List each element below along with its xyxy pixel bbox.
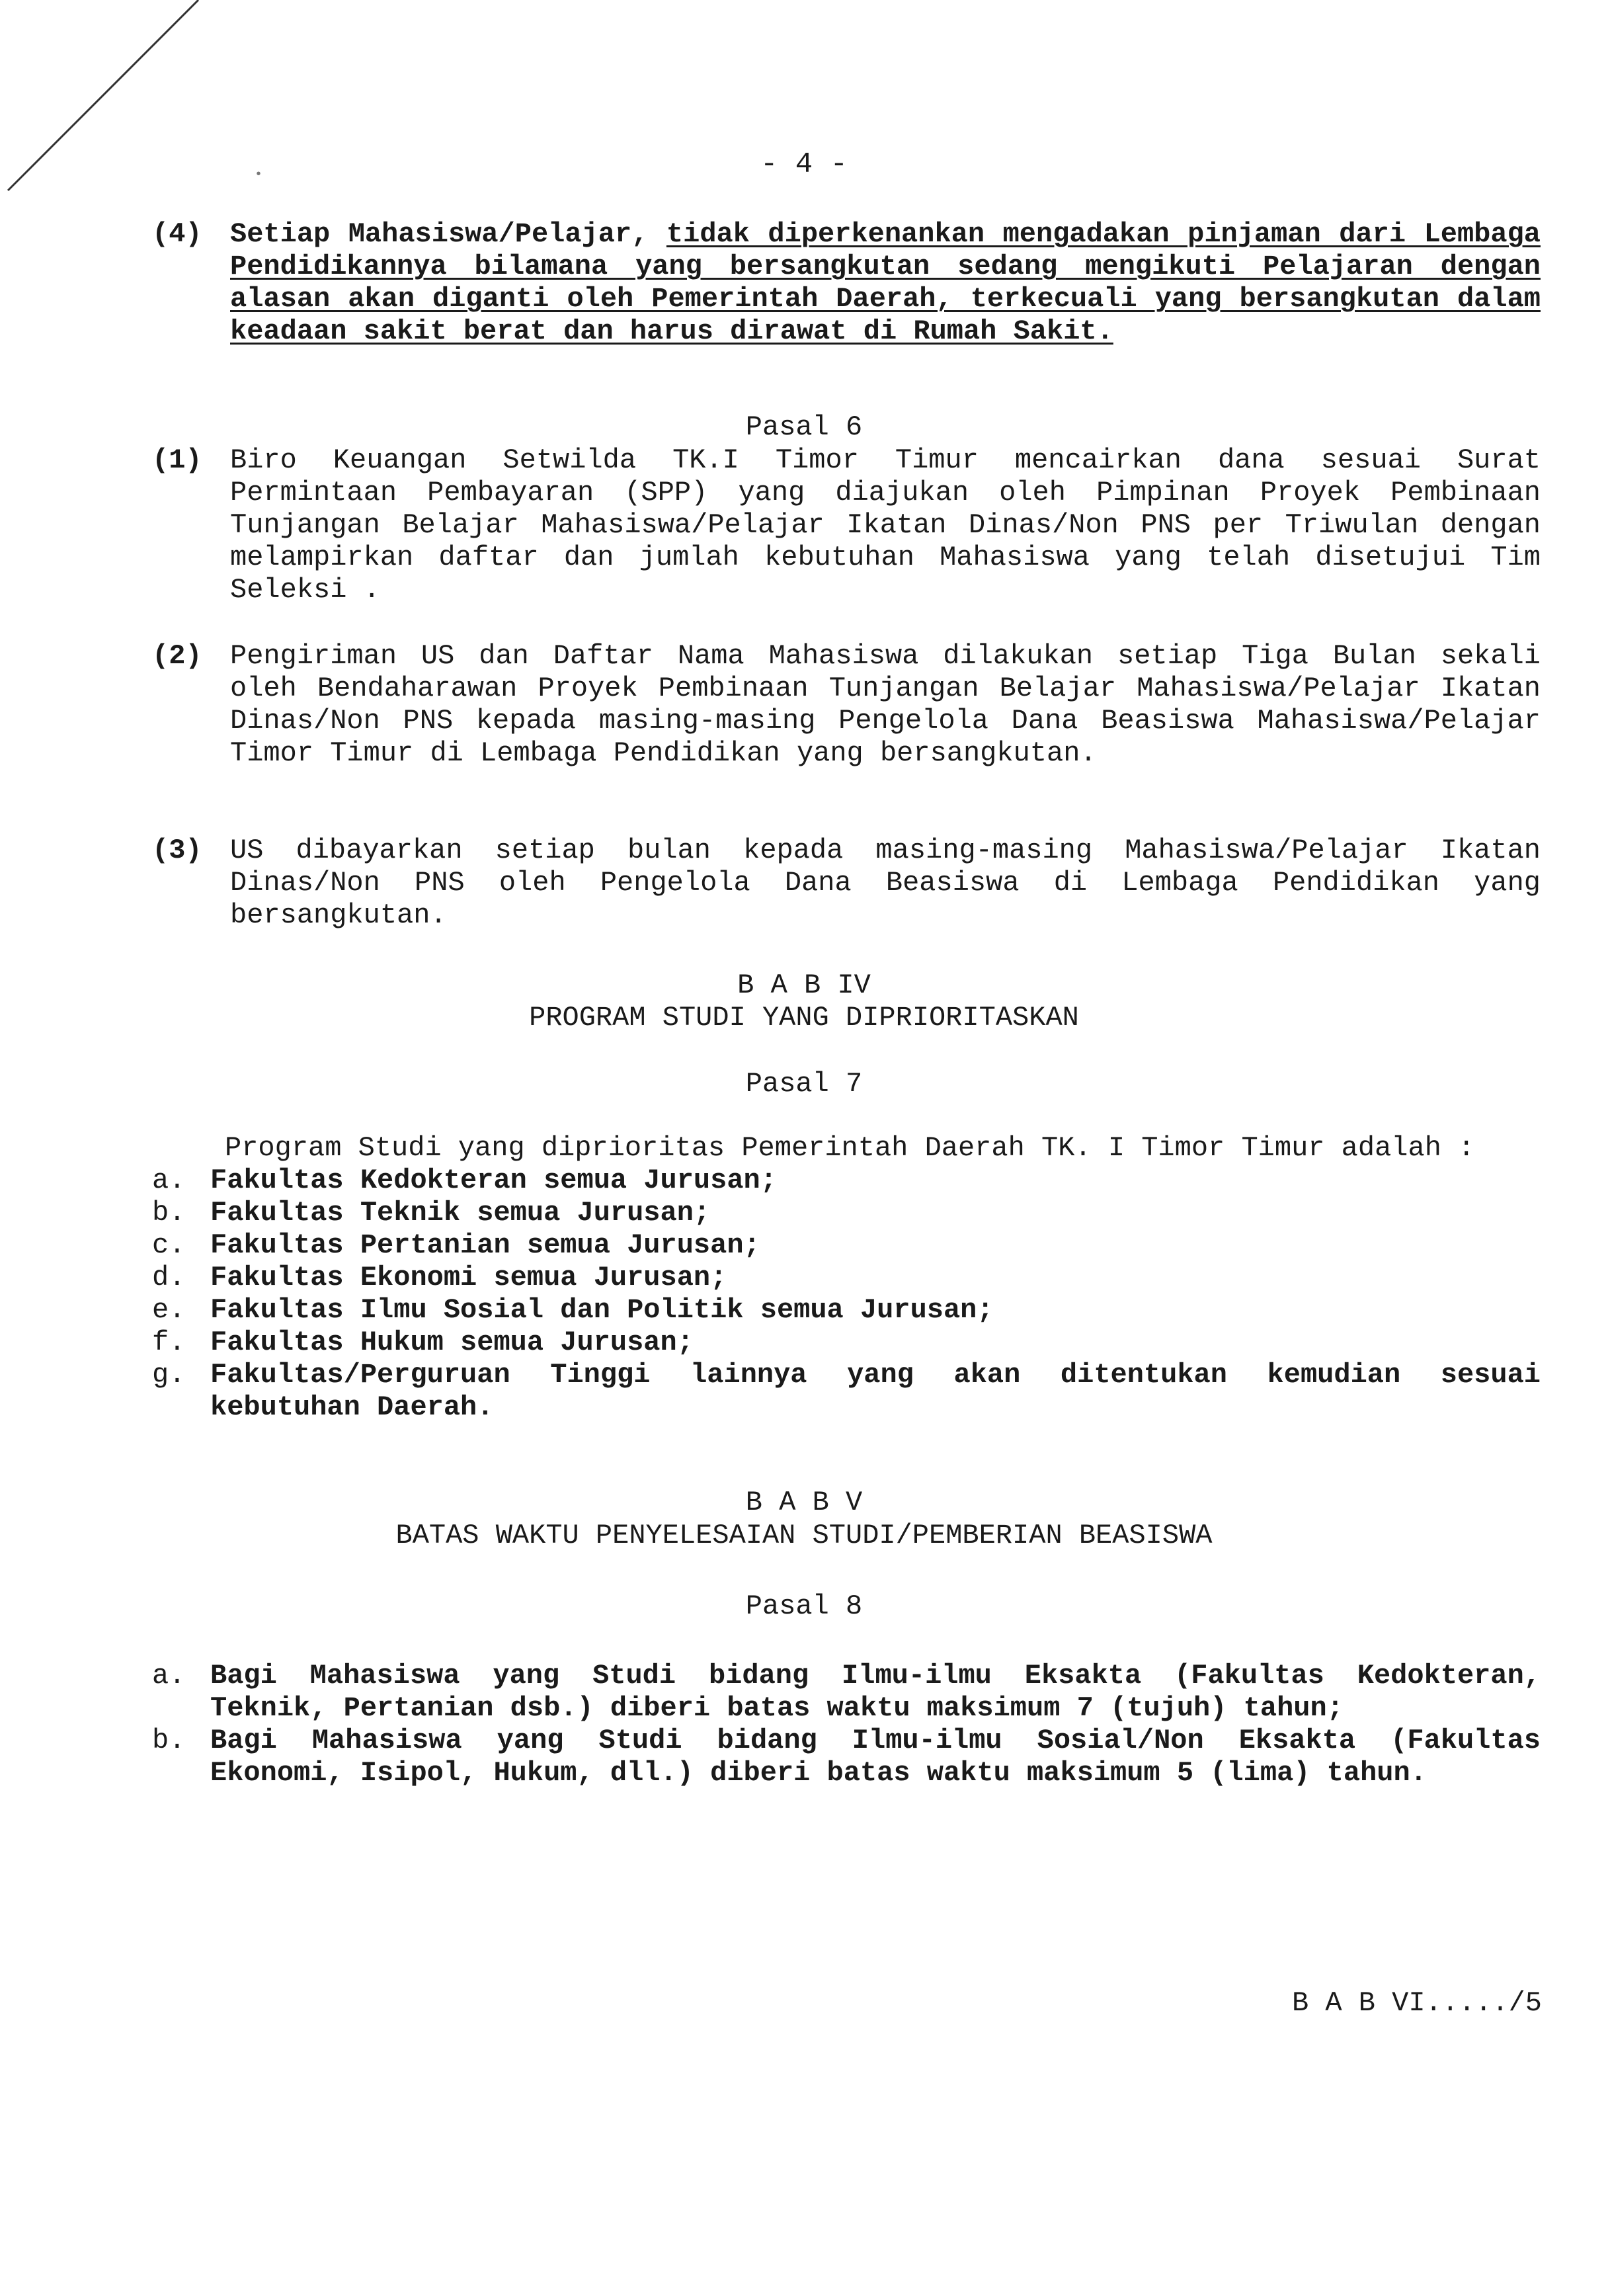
item-number: (1) (152, 444, 202, 476)
list-item: d. Fakultas Ekonomi semua Jurusan; (152, 1262, 727, 1293)
pasal-6-item-3 (152, 835, 1541, 932)
pasal-8-list (152, 1660, 1541, 1789)
item-number: (4) (152, 218, 202, 250)
bab-4-subtitle: PROGRAM STUDI YANG DIPRIORITASKAN (529, 1002, 1079, 1034)
item-text: Biro Keuangan Setwilda TK.I Timor Timur mencairkan dana sesuai Surat Permintaan Pembayaran (SPP) yang diajukan oleh Pimpinan Proyek Pembinaan Tunjangan Belajar Mahasiswa/Pelajar Ikatan Dinas/Non PNS per Triwulan dengan melampirkan daftar dan jumlah kebutuhan Mahasiswa yang telah disetujui Tim Seleksi . (230, 444, 1541, 606)
bab-5-title: B A B V (745, 1487, 863, 1518)
next-page-reference: B A B VI...../5 (1291, 1987, 1542, 2019)
page-number: - 4 - (760, 148, 848, 181)
stray-dot: • (255, 167, 263, 183)
item-text: US dibayarkan setiap bulan kepada masing-masing Mahasiswa/Pelajar Ikatan Dinas/Non PNS oleh Pengelola Dana Beasiswa di Lembaga Pendidikan yang bersangkutan. (230, 835, 1541, 931)
bab-5-subtitle: BATAS WAKTU PENYELESAIAN STUDI/PEMBERIAN BEASISWA (395, 1520, 1213, 1551)
bab-4-title: B A B IV (737, 969, 871, 1001)
section-4-lead: Setiap Mahasiswa/Pelajar, (230, 218, 666, 250)
item-number: (2) (152, 640, 202, 672)
pasal-7-heading: Pasal 7 (745, 1068, 863, 1100)
list-item: b. Bagi Mahasiswa yang Studi bidang Ilmu-ilmu Sosial/Non Eksakta (Fakultas Ekonomi, Isipol, Hukum, dll.) diberi batas waktu maksimum 5 (lima) tahun. (152, 1725, 1541, 1789)
item-text: Pengiriman US dan Daftar Nama Mahasiswa dilakukan setiap Tiga Bulan sekali oleh Bendaharawan Proyek Pembinaan Tunjangan Belajar Mahasiswa/Pelajar Ikatan Dinas/Non PNS kepada masing-masing Pengelola Dana Beasiswa Mahasiswa/Pelajar Timor Timur di Lembaga Pendidikan yang bersangkutan. (230, 640, 1541, 769)
list-item: g. Fakultas/Perguruan Tinggi lainnya yang akan ditentukan kemudian sesuai kebutuhan Daerah. (152, 1359, 1541, 1423)
item-number: (3) (152, 835, 202, 866)
list-item: e. Fakultas Ilmu Sosial dan Politik semua Jurusan; (152, 1294, 994, 1326)
list-item: f. Fakultas Hukum semua Jurusan; (152, 1327, 694, 1358)
list-item: a. Fakultas Kedokteran semua Jurusan; (152, 1165, 777, 1196)
pasal-6-item-2 (152, 640, 1541, 770)
list-item: b. Fakultas Teknik semua Jurusan; (152, 1197, 711, 1229)
section-4-underlined-text: tidak diperkenankan mengadakan pinjaman dari Lembaga Pendidikannya bilamana yang bersangkutan sedang mengikuti Pelajaran dengan alasan akan diganti oleh Pemerintah Daerah, terkecuali yang bersangkutan dalam keadaan sakit berat dan harus dirawat di Rumah Sakit. (230, 218, 1541, 347)
list-item: c. Fakultas Pertanian semua Jurusan; (152, 1229, 760, 1261)
pasal-6-item-1 (152, 444, 1541, 606)
section-4-item (152, 218, 1541, 348)
pasal-7-body (152, 1132, 1541, 1424)
section-4 (152, 218, 1541, 348)
pasal-8-heading: Pasal 8 (745, 1590, 863, 1622)
pasal-6-heading: Pasal 6 (745, 411, 863, 443)
pasal-7-list (152, 1165, 1541, 1424)
pasal-7-intro: Program Studi yang diprioritas Pemerintah Daerah TK. I Timor Timur adalah : (225, 1132, 1475, 1164)
list-item: a. Bagi Mahasiswa yang Studi bidang Ilmu-ilmu Eksakta (Fakultas Kedokteran, Teknik, Pertanian dsb.) diberi batas waktu maksimum 7 (tujuh) tahun; (152, 1660, 1541, 1724)
